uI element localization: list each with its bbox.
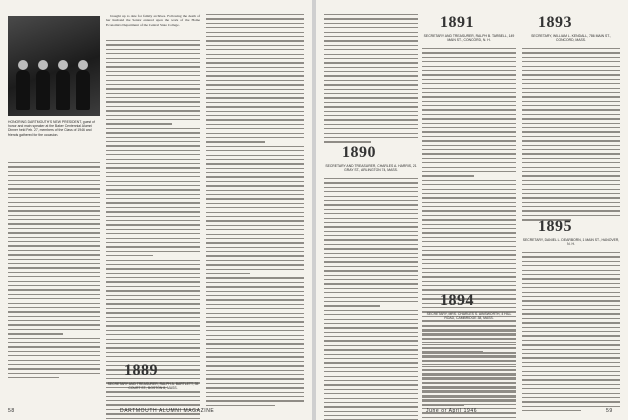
body-text-column [522,48,620,224]
issue-date: June or April 1946 [426,408,478,414]
class-secretary-info: SECRETARY, WILLIAM L. KENDALL, 786 MAIN ST., CONCORD, MASS. [531,34,611,43]
group-photo [8,16,100,116]
photo-caption: HONORING DARTMOUTH'S NEW PRESIDENT, guest of honor and main speaker at the Baker Centennial Alumni Dinner held Feb. 27, members of the Class of 1946 and friends gathered for the occasion. [8,120,95,137]
body-text-column [8,162,100,382]
class-year-heading: 1893 [538,14,572,31]
person-figure [36,70,50,110]
class-year-heading: 1891 [440,14,474,31]
body-text-column [422,326,516,409]
article-column-2 [106,14,200,30]
body-text-column [206,14,304,409]
body-text-column [324,14,418,146]
intro-paragraph: brought up to date for family archives. Following the death of her husband the Senior entered upon the work of the Home Economics Department of the Central State College. [106,14,200,27]
person-figure [56,70,70,110]
body-text-column [324,178,418,420]
person-figure [76,70,90,110]
class-year-heading: 1889 [124,362,158,379]
class-secretary-info: SECRETARY AND TREASURER, RALPH A. BARTLETT, 35 COURT ST., BOSTON 8, MASS. [107,382,199,391]
right-page [316,0,628,420]
left-page [0,0,312,420]
page-number: 58 [8,408,15,414]
class-year-heading: 1890 [342,144,376,161]
class-secretary-info: SECRETARY, DANIEL L. DEARBORN, 1 MAIN ST., HANOVER, N. H. [522,238,620,247]
class-secretary-info: SECRETARY, MRS. CHARLES S. AINSWORTH, 4 HILL ROAD, CAMBRIDGE 38, MASS. [426,312,512,321]
magazine-title: DARTMOUTH ALUMNI MAGAZINE [120,408,215,414]
person-figure [16,70,30,110]
class-year-heading: 1895 [538,218,572,235]
class-secretary-info: SECRETARY AND TREASURER, RALPH B. TARBELL, 149 MAIN ST., CONCORD, N. H. [423,34,515,43]
body-text-column [522,252,620,414]
class-secretary-info: SECRETARY AND TREASURER, CHARLES A. HARRIS, 21 GRAY ST., ARLINGTON 74, MASS. [325,164,417,173]
class-year-heading: 1894 [440,292,474,309]
page-number: 59 [606,408,613,414]
